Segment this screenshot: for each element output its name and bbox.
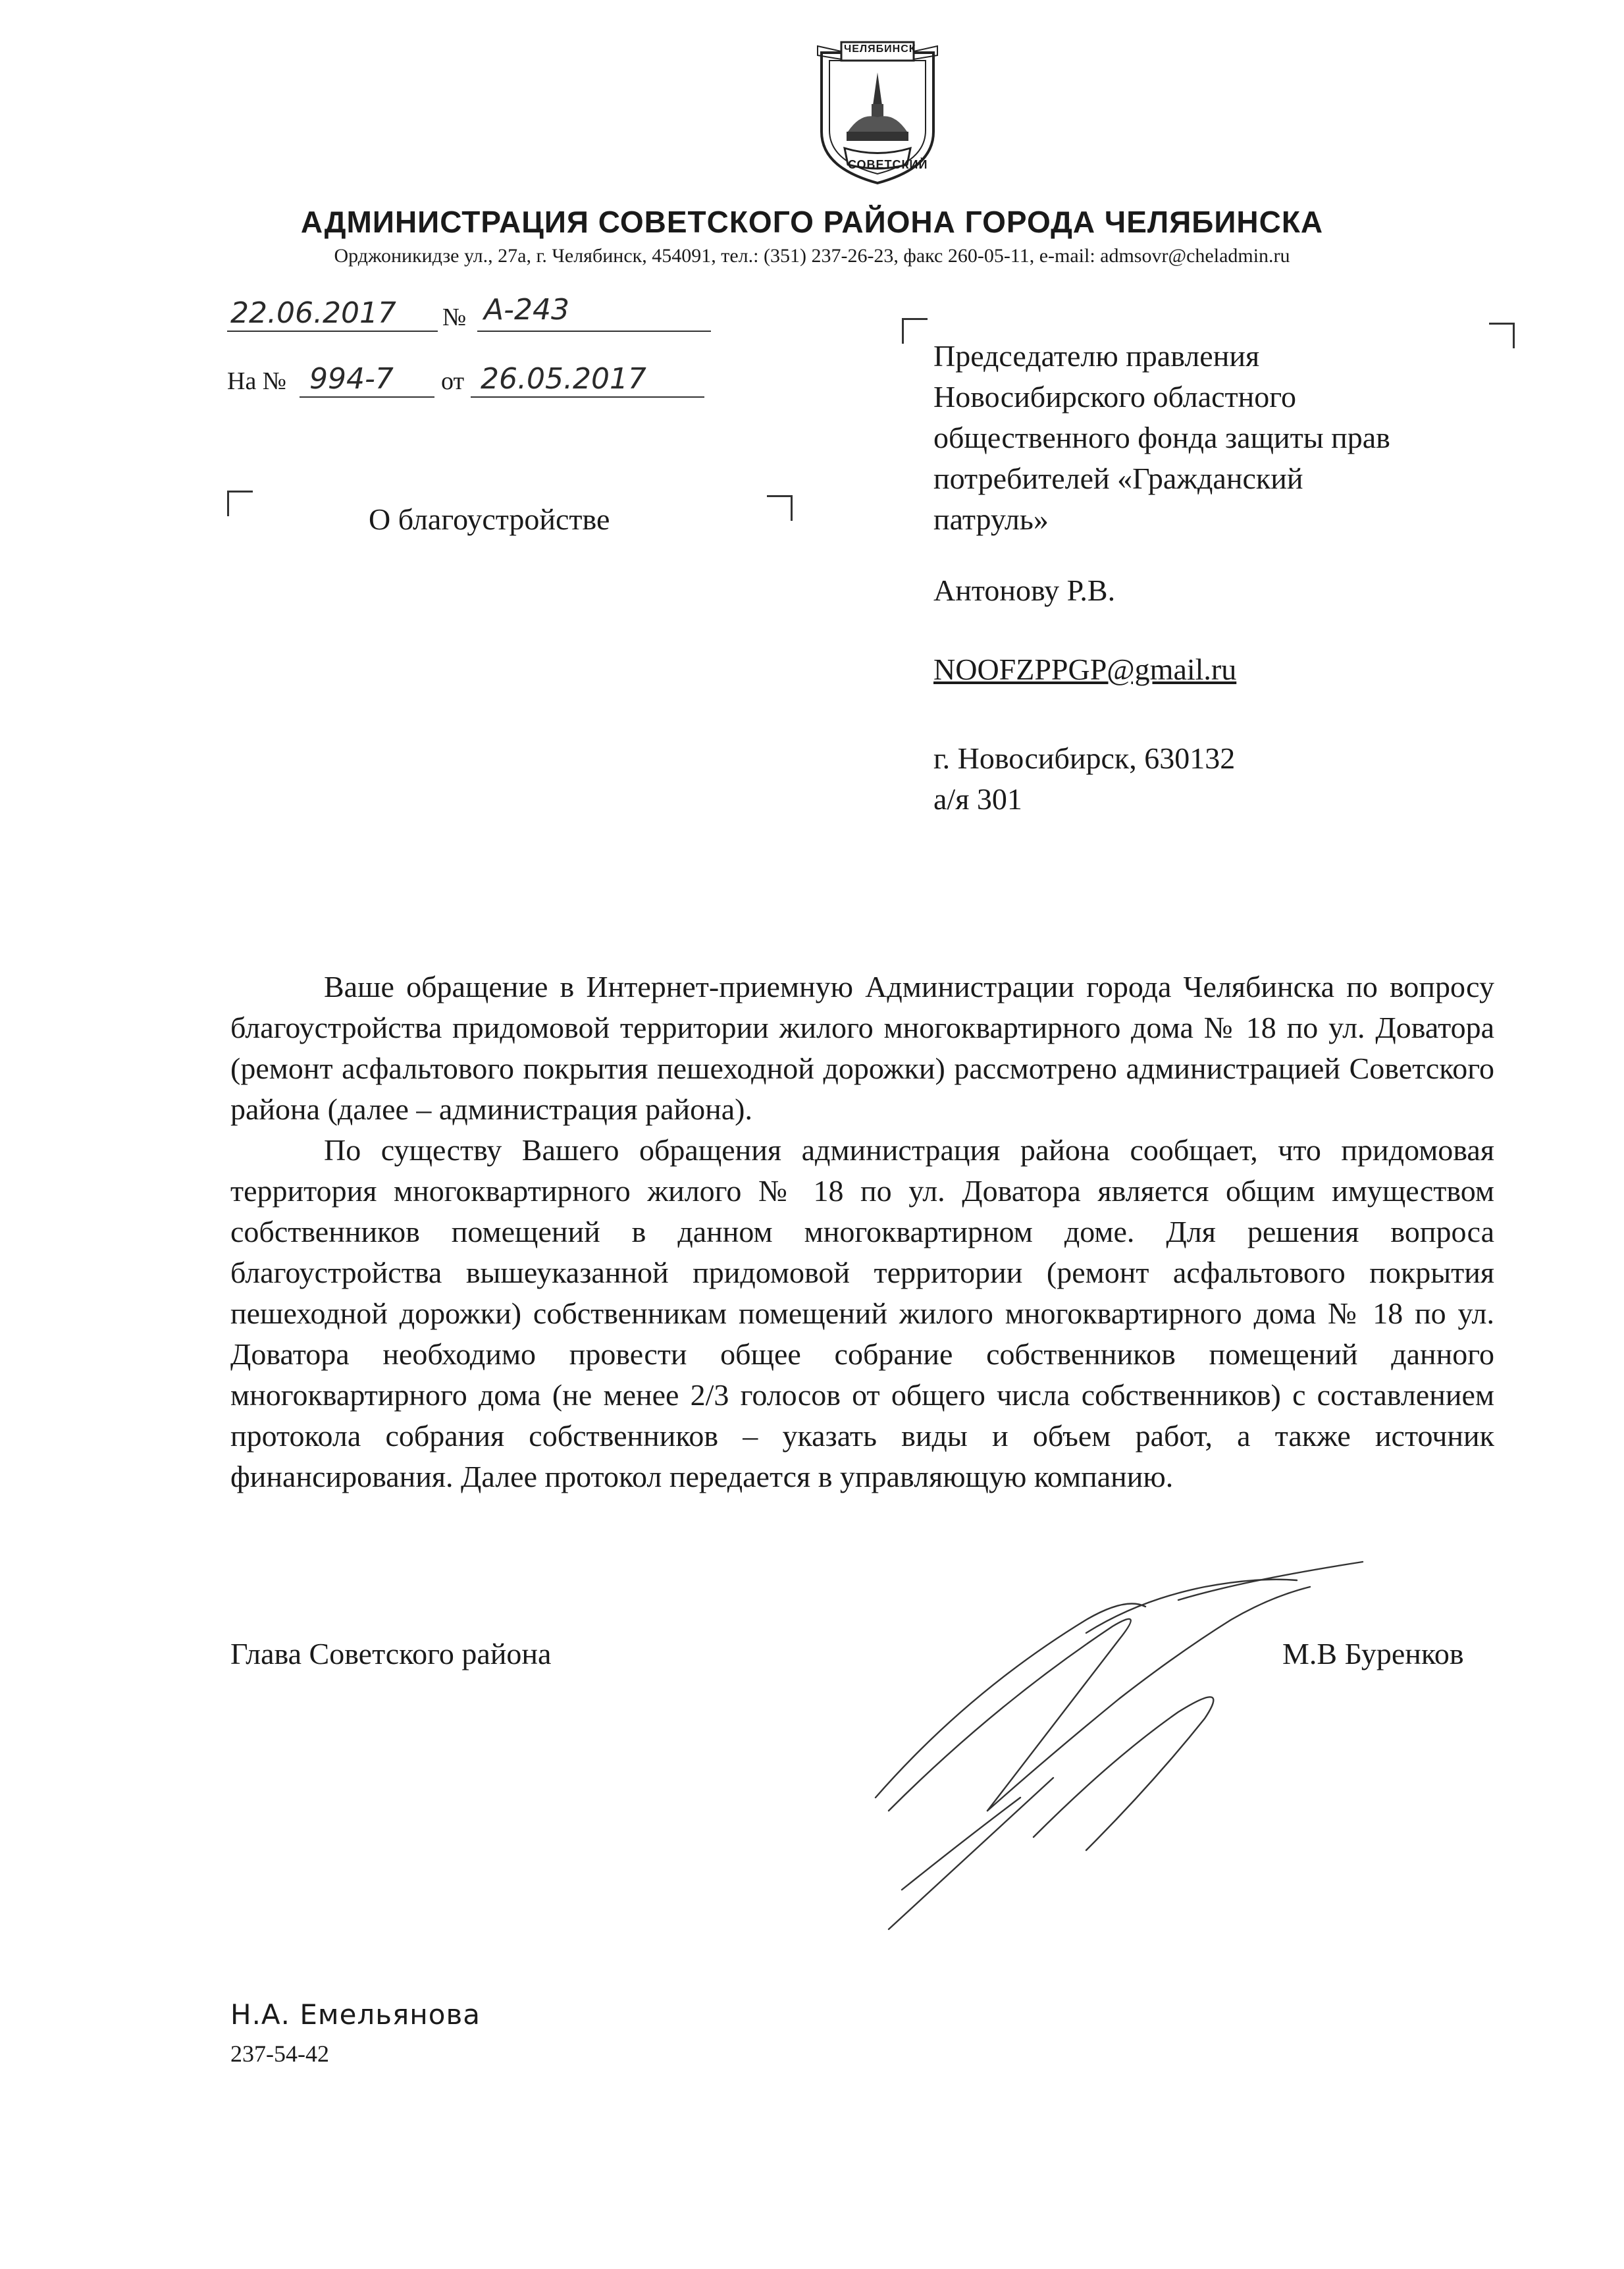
handwritten-signature — [836, 1561, 1376, 1942]
subject-corner-left — [227, 491, 253, 516]
registration-date-line — [227, 331, 438, 332]
emblem-text-bottom: СОВЕТСКИЙ — [848, 158, 928, 171]
reply-date: 26.05.2017 — [481, 362, 646, 396]
recipient-line: Председателю правления — [933, 339, 1260, 373]
signer-name: М.В Буренков — [1282, 1637, 1464, 1670]
subject-corner-right — [767, 495, 793, 521]
recipient-name: Антонову Р.В. — [933, 574, 1116, 607]
letter-body — [230, 967, 1494, 1497]
body-paragraph-1: Ваше обращение в Интернет-приемную Администрации города Челябинска по вопросу благоустройства придомовой территории жилого многоквартирного дома № 18 по ул. Доватора (ремонт асфальтового покрытия пешеходной дорожки) рассмотрено администрацией Советского района (далее – администрация района). — [230, 970, 1494, 1126]
reply-number-line — [300, 396, 434, 398]
registration-date: 22.06.2017 — [230, 296, 396, 330]
recipient-email-link[interactable]: NOOFZPPGP@gmail.ru — [933, 653, 1237, 686]
registration-number-label: № — [442, 304, 467, 331]
reply-number-label: На № — [227, 367, 287, 395]
executor-phone: 237-54-42 — [230, 2041, 329, 2067]
organization-address: Орджоникидзе ул., 27а, г. Челябинск, 454091, тел.: (351) 237-26-23, факс 260-05-11, e-mail: admsovr@cheladmin.ru — [334, 245, 1290, 267]
recipient-line: патруль» — [933, 502, 1049, 536]
registration-number: А-243 — [484, 293, 569, 327]
reply-date-label: от — [441, 367, 465, 395]
recipient-po-box: а/я 301 — [933, 782, 1022, 816]
reply-date-line — [471, 396, 704, 398]
organization-title: АДМИНИСТРАЦИЯ СОВЕТСКОГО РАЙОНА ГОРОДА ЧЕЛЯБИНСКА — [300, 205, 1324, 239]
recipient-line: общественного фонда защиты прав — [933, 421, 1390, 454]
reply-number: 994-7 — [309, 362, 394, 396]
recipient-line: потребителей «Гражданский — [933, 462, 1303, 495]
signer-position: Глава Советского района — [230, 1637, 552, 1670]
recipient-block — [933, 336, 1526, 540]
executor-name: Н.А. Емельянова — [230, 1998, 481, 2031]
letter-subject: О благоустройстве — [369, 502, 610, 536]
recipient-city: г. Новосибирск, 630132 — [933, 741, 1236, 775]
recipient-line: Новосибирского областного — [933, 380, 1296, 414]
registration-number-line — [477, 331, 711, 332]
body-paragraph-2: По существу Вашего обращения администрация района сообщает, что придомовая территория многоквартирного жилого № 18 по ул. Доватора является общим имуществом собственников помещений в данном многоквартирном доме. Для решения вопроса благоустройства вышеуказанной придомовой территории (ремонт асфальтового покрытия пешеходной дорожки) собственникам помещений жилого многоквартирного дома № 18 по ул. Доватора необходимо провести общее собрание собственников помещений данного многоквартирного дома (не менее 2/3 голосов от общего числа собственников) с составлением протокола собрания собственников – указать виды и объем работ, а также источник финансирования. Далее протокол передается в управляющую компанию. — [230, 1133, 1494, 1493]
recipient-corner-left — [902, 318, 928, 344]
emblem-text-top: ЧЕЛЯБИНСК — [844, 43, 916, 55]
